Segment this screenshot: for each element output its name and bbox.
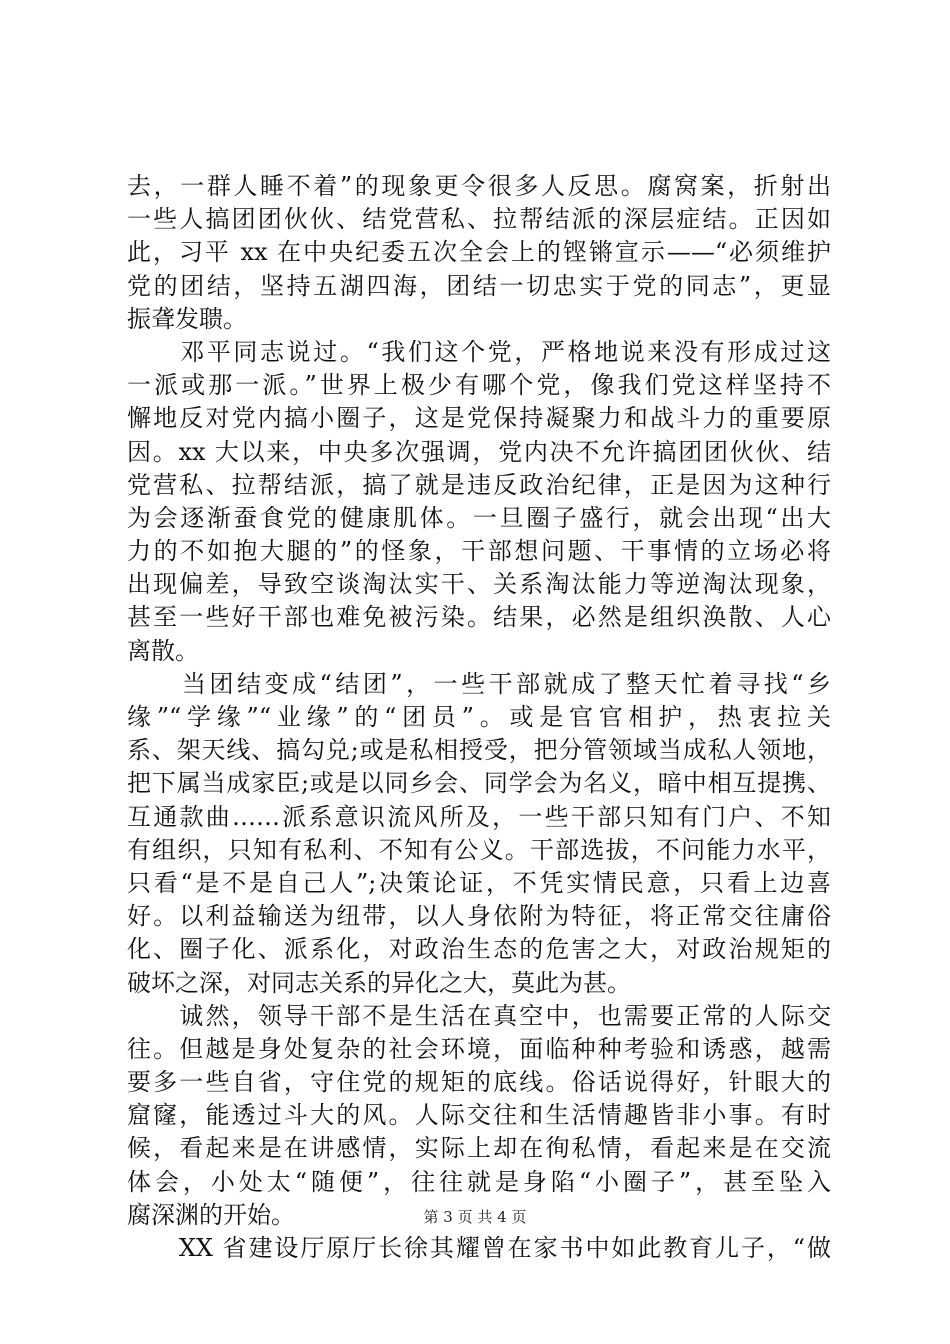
text-line: 往。但越是身处复杂的社会环境，面临种种考验和诱惑，越需 [127, 1034, 831, 1063]
text-line: 为会逐渐蚕食党的健康肌体。一旦圈子盛行，就会出现“出大 [127, 503, 831, 532]
text-line: 破坏之深，对同志关系的异化之大，莫此为甚。 [127, 968, 631, 997]
text-line: 党营私、拉帮结派，搞了就是违反政治纪律，正是因为这种行 [127, 470, 831, 499]
text-line: 窟窿，能透过斗大的风。人际交往和生活情趣皆非小事。有时 [127, 1101, 831, 1130]
text-line: 出现偏差，导致空谈淘汰实干、关系淘汰能力等逆淘汰现象， [127, 570, 831, 599]
text-line: 甚至一些好干部也难免被污染。结果，必然是组织涣散、人心 [127, 603, 831, 632]
text-line: 去，一群人睡不着”的现象更令很多人反思。腐窝案，折射出 [127, 172, 831, 200]
text-line: 当团结变成“结团”，一些干部就成了整天忙着寻找“乡 [127, 669, 831, 698]
text-line: 互通款曲……派系意识流风所及，一些干部只知有门户、不知 [127, 802, 831, 831]
text-line: 懈地反对党内搞小圈子，这是党保持凝聚力和战斗力的重要原 [127, 404, 831, 433]
text-line: 候，看起来是在讲感情，实际上却在徇私情，看起来是在交流 [127, 1134, 831, 1163]
text-line: 腐深渊的开始。 [127, 1200, 295, 1229]
text-line: 系、架天线、搞勾兑;或是私相授受，把分管领域当成私人领地， [127, 736, 831, 765]
text-line: 因。xx 大以来，中央多次强调，党内决不允许搞团团伙伙、结 [127, 437, 831, 466]
document-body [127, 170, 831, 1265]
text-line: 一派或那一派。”世界上极少有哪个党，像我们党这样坚持不 [127, 371, 831, 400]
text-line: 诚然，领导干部不是生活在真空中，也需要正常的人际交 [127, 1001, 831, 1030]
text-line: 离散。 [127, 636, 199, 665]
text-line: 有组织，只知有私利、不知有公义。干部选拔，不问能力水平， [127, 835, 831, 864]
text-line: XX 省建设厅原厅长徐其耀曾在家书中如此教育儿子，“做 [127, 1234, 831, 1262]
text-line: 振聋发聩。 [127, 304, 247, 333]
text-line: 体会，小处太“随便”，往往就是身陷“小圈子”，甚至坠入 [127, 1167, 831, 1196]
text-line: 要多一些自省，守住党的规矩的底线。俗话说得好，针眼大的 [127, 1068, 831, 1097]
text-line: 邓平同志说过。“我们这个党，严格地说来没有形成过这 [127, 337, 831, 366]
text-line: 缘”“学缘”“业缘”的“团员”。或是官官相护，热衷拉关 [127, 703, 831, 731]
text-line: 力的不如抱大腿的”的怪象，干部想问题、干事情的立场必将 [127, 537, 831, 566]
text-line: 只看“是不是自己人”;决策论证，不凭实情民意，只看上边喜 [127, 868, 831, 897]
text-line: 好。以利益输送为纽带，以人身依附为特征，将正常交往庸俗 [127, 902, 831, 931]
text-line: 党的团结，坚持五湖四海，团结一切忠实于党的同志”，更显 [127, 271, 831, 300]
page-footer: 第 3 页 共 4 页 [423, 1208, 527, 1226]
text-line: 化、圈子化、派系化，对政治生态的危害之大，对政治规矩的 [127, 935, 831, 964]
text-line: 把下属当成家臣;或是以同乡会、同学会为名义，暗中相互提携、 [127, 769, 831, 798]
text-line: 此，习平 xx 在中央纪委五次全会上的铿锵宣示——“必须维护 [127, 238, 831, 267]
text-line: 一些人搞团团伙伙、结党营私、拉帮结派的深层症结。正因如 [127, 205, 831, 234]
